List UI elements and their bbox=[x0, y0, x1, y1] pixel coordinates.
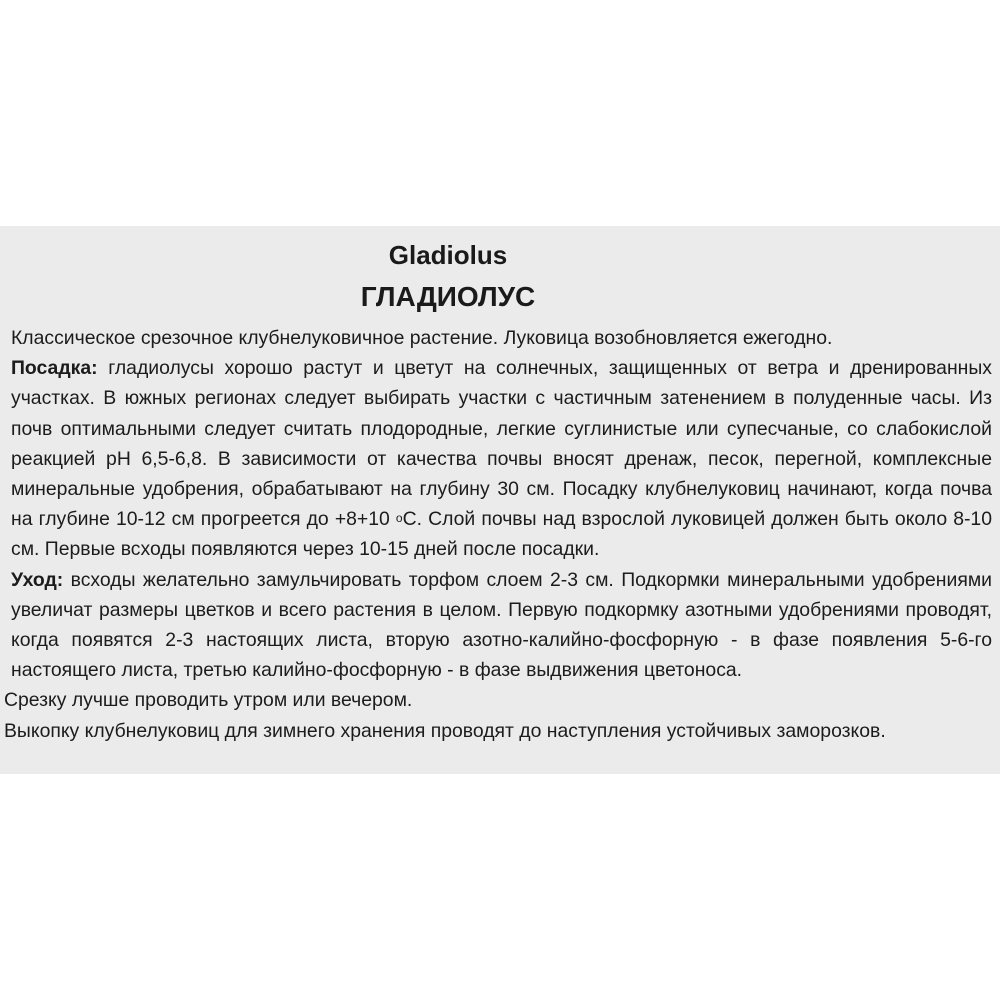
planting-paragraph bbox=[4, 353, 992, 564]
care-paragraph bbox=[4, 565, 992, 686]
intro-paragraph: Классическое срезочное клубнелуковичное растение. Луковица возобновляется ежегодно. bbox=[11, 327, 833, 349]
description-body bbox=[4, 323, 992, 746]
planting-text-part1: гладиолусы хорошо растут и цветут на солнечных, защищенных от ветра и дренированных участках. В южных регионах следует выбирать участки с частичным затенением в полуденные часы. Из почв оптимальными следует считать плодородные, легкие суглинистые или супесчаные, со слабокислой реакцией pH 6,5-6,8. В зависимости от качества почвы вносят дренаж, песок, перегной, комплексные минеральные удобрения, обрабатывают на глубину 30 см. Посадку клубнелуковиц начинают, когда почва на глубине 10-12 см прогреется до +8+10 bbox=[11, 357, 992, 531]
digging-paragraph: Выкопку клубнелуковиц для зимнего хранения проводят до наступления устойчивых заморозков. bbox=[4, 719, 886, 742]
care-label: Уход: bbox=[11, 568, 64, 591]
degree-sign: о bbox=[395, 511, 403, 526]
cutting-paragraph: Срезку лучше проводить утром или вечером. bbox=[4, 689, 413, 712]
title-latin: Gladiolus bbox=[388, 240, 508, 270]
title-russian: ГЛАДИОЛУС bbox=[360, 281, 536, 312]
planting-text-part2: С. Слой почвы над взрослой луковицей должен быть около 8-10 см. Первые всходы появляются через 10-15 дней после посадки. bbox=[11, 508, 993, 561]
care-text: всходы желательно замульчировать торфом слоем 2-3 см. Подкормки минеральными удобрениями увеличат размеры цветков и всего растения в целом. Первую подкормку азотными удобрениями проводят, когда появятся 2-3 настоящих листа, вторую азотно-калийно-фосфорную - в фазе появления 5-6-го настоящего листа, третью калийно-фосфорную - в фазе выдвижения цветоноса. bbox=[11, 568, 992, 682]
planting-label: Посадка: bbox=[11, 357, 98, 380]
